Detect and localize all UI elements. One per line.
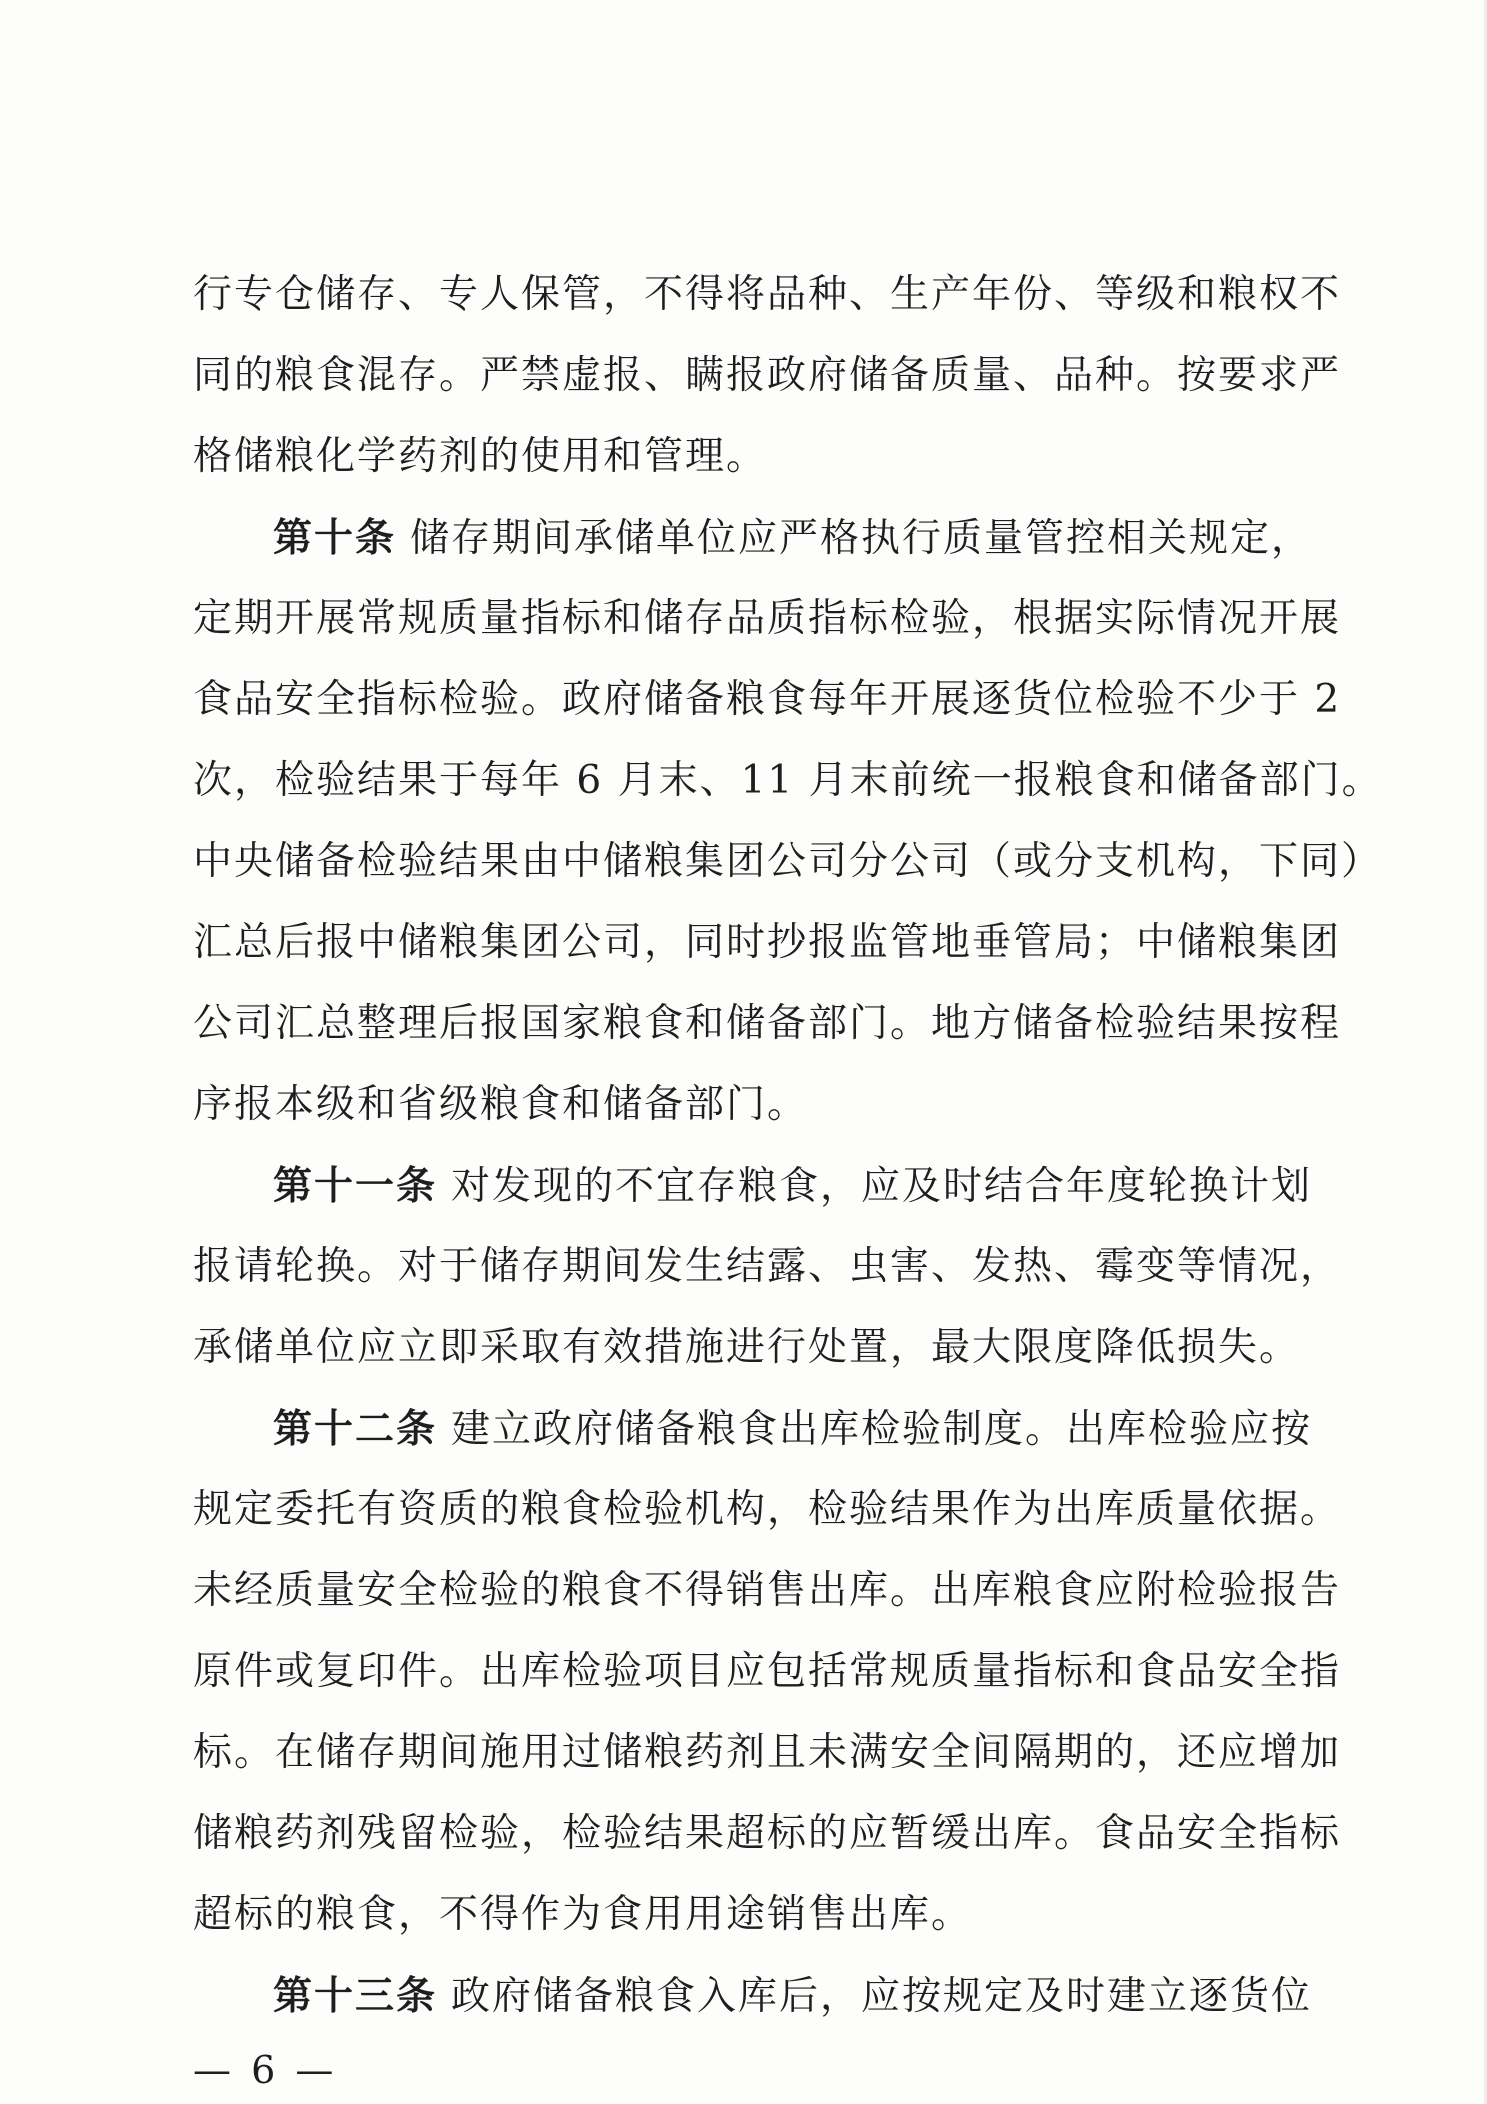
line-text: 承储单位应立即采取有效措施进行处置，最大限度降低损失。 [193, 1325, 1301, 1370]
line-text: 储粮药剂残留检验，检验结果超标的应暂缓出库。食品安全指标 [193, 1811, 1342, 1856]
line-text: 汇总后报中储粮集团公司，同时抄报监管地垂管局；中储粮集团 [193, 920, 1342, 965]
text-line [193, 751, 1383, 811]
line-text: 格储粮化学药剂的使用和管理。 [193, 434, 768, 479]
text-line [193, 913, 1342, 973]
line-text: 中央储备检验结果由中储粮集团公司分公司（或分支机构，下同） [193, 839, 1383, 884]
text-line [193, 1237, 1342, 1297]
line-text: 原件或复印件。出库检验项目应包括常规质量指标和食品安全指 [193, 1649, 1342, 1694]
page-number: — 6 — [193, 2048, 338, 2092]
text-line [193, 670, 1342, 730]
line-text: 政府储备粮食入库后，应按规定及时建立逐货位 [451, 1974, 1313, 2019]
text-line [193, 832, 1383, 892]
line-text: 建立政府储备粮食出库检验制度。出库检验应按 [451, 1407, 1313, 1452]
article-heading: 第十三条 [273, 1973, 438, 2019]
article-10-first-line [273, 508, 1313, 568]
text-line [193, 346, 1342, 406]
line-text: 规定委托有资质的粮食检验机构，检验结果作为出库质量依据。 [193, 1487, 1342, 1532]
line-text: 公司汇总整理后报国家粮食和储备部门。地方储备检验结果按程 [193, 1001, 1342, 1046]
text-line [193, 1804, 1342, 1864]
line-text: 对发现的不宜存粮食，应及时结合年度轮换计划 [451, 1164, 1313, 1209]
line-text: 储存期间承储单位应严格执行质量管控相关规定， [410, 516, 1313, 561]
line-text: 定期开展常规质量指标和储存品质指标检验，根据实际情况开展 [193, 596, 1342, 641]
text-line [193, 427, 1298, 487]
line-text: 次，检验结果于每年 6 月末、11 月末前统一报粮食和储备部门。 [193, 758, 1383, 803]
article-12-first-line [273, 1399, 1313, 1459]
line-text: 行专仓储存、专人保管，不得将品种、生产年份、等级和粮权不 [193, 272, 1342, 317]
text-line [193, 589, 1342, 649]
line-text: 未经质量安全检验的粮食不得销售出库。出库粮食应附检验报告 [193, 1568, 1342, 1613]
text-line [193, 1642, 1342, 1702]
text-line [193, 1480, 1342, 1540]
text-line [193, 1318, 1301, 1378]
text-line [193, 1723, 1342, 1783]
text-line [193, 1885, 1298, 1945]
article-heading: 第十条 [273, 515, 397, 561]
text-line [193, 994, 1342, 1054]
line-text: 报请轮换。对于储存期间发生结露、虫害、发热、霉变等情况， [193, 1244, 1342, 1289]
line-text: 食品安全指标检验。政府储备粮食每年开展逐货位检验不少于 2 [193, 677, 1342, 722]
article-heading: 第十一条 [273, 1163, 438, 1209]
line-text: 标。在储存期间施用过储粮药剂且未满安全间隔期的，还应增加 [193, 1730, 1342, 1775]
article-11-first-line [273, 1156, 1313, 1216]
line-text: 序报本级和省级粮食和储备部门。 [193, 1082, 809, 1127]
text-line [193, 265, 1342, 325]
article-heading: 第十二条 [273, 1406, 438, 1452]
line-text: 超标的粮食，不得作为食用用途销售出库。 [193, 1892, 973, 1937]
line-text: 同的粮食混存。严禁虚报、瞒报政府储备质量、品种。按要求严 [193, 353, 1342, 398]
text-line [193, 1075, 1298, 1135]
text-line [193, 1561, 1342, 1621]
article-13-first-line [273, 1966, 1313, 2026]
